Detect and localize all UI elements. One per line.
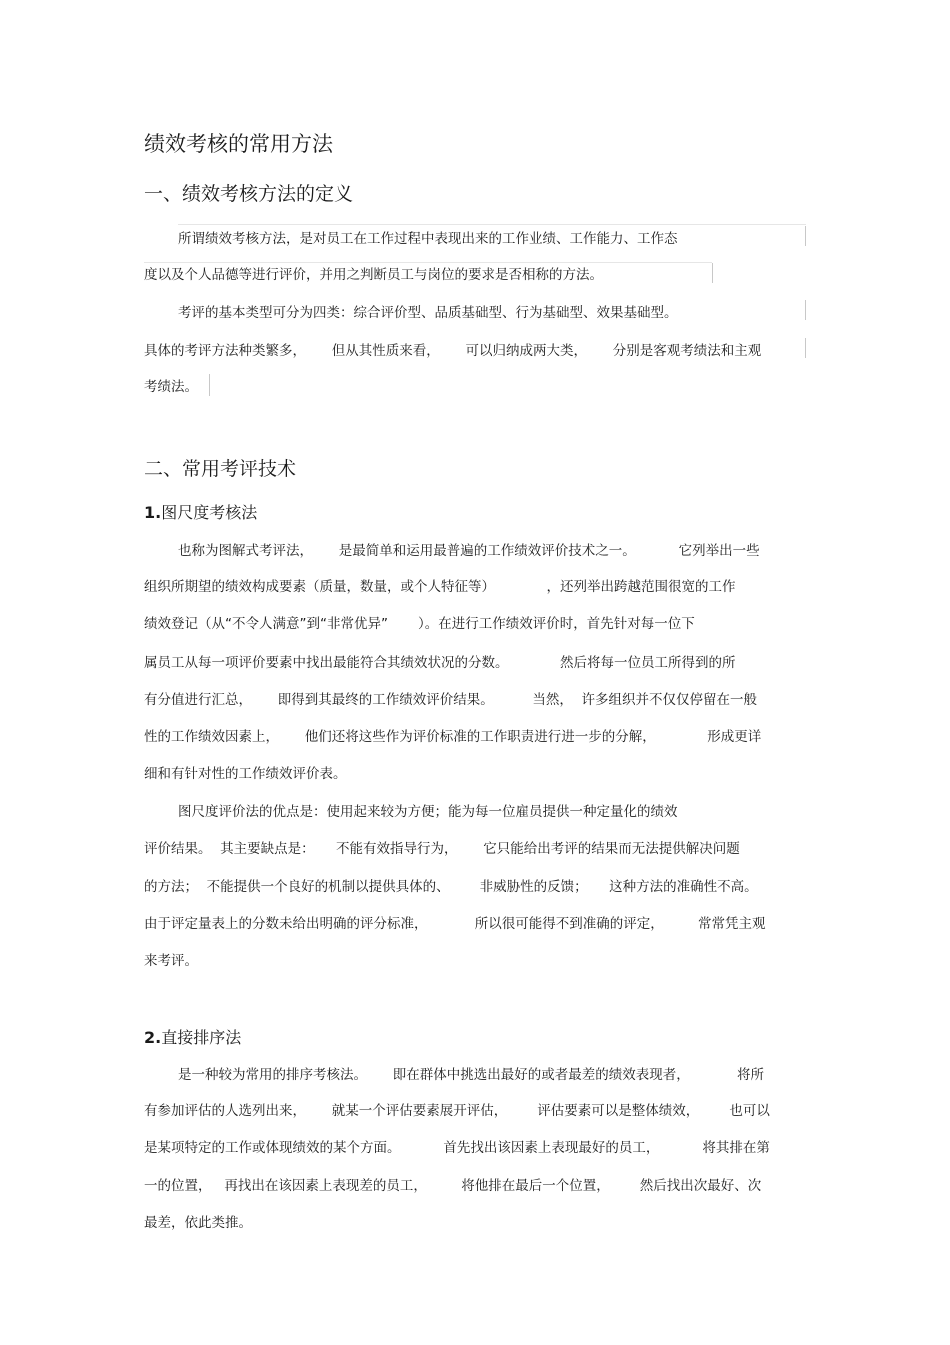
method-1-name: 图尺度考核法 xyxy=(161,503,258,522)
section-1-line-3: 考评的基本类型可分为四类：综合评价型、品质基础型、行为基础型、效果基础型。 xyxy=(178,305,678,321)
method-2-line-5: 最差，依此类推。 xyxy=(144,1215,252,1231)
method-1-line-8: 图尺度评价法的优点是：使用起来较为方便；能为每一位雇员提供一种定量化的绩效 xyxy=(178,804,678,820)
method-1-line-4: 属员工从每一项评价要素中找出最能符合其绩效状况的分数。 然后将每一位员工所得到的所 xyxy=(144,655,736,671)
method-2-line-4: 一的位置， 再找出在该因素上表现差的员工， 将他排在最后一个位置， 然后找出次最好、次 xyxy=(144,1178,762,1194)
text-box-edge xyxy=(209,374,210,396)
method-1-line-1: 也称为图解式考评法， 是最简单和运用最普遍的工作绩效评价技术之一。 它列举出一些 xyxy=(178,543,760,559)
section-1-line-1: 所谓绩效考核方法，是对员工在工作过程中表现出来的工作业绩、工作能力、工作态 xyxy=(178,231,678,247)
document-title: 绩效考核的常用方法 xyxy=(144,132,333,156)
method-2-number: 2. xyxy=(144,1028,162,1047)
section-1-heading: 一、绩效考核方法的定义 xyxy=(144,183,354,205)
method-2-name: 直接排序法 xyxy=(161,1028,242,1047)
method-1-line-11: 由于评定量表上的分数未给出明确的评分标准， 所以很可能得不到准确的评定， 常常凭主观 xyxy=(144,916,766,932)
method-1-line-2: 组织所期望的绩效构成要素（质量，数量，或个人特征等） ，还列举出跨越范围很宽的工作 xyxy=(144,579,736,595)
text-box-edge xyxy=(805,300,806,320)
text-box-edge xyxy=(805,338,806,358)
section-1-line-2: 度以及个人品德等进行评价，并用之判断员工与岗位的要求是否相称的方法。 xyxy=(144,267,603,283)
text-box-edge xyxy=(178,224,806,225)
method-1-number: 1. xyxy=(144,503,162,522)
method-2-line-2: 有参加评估的人选列出来， 就某一个评估要素展开评估， 评估要素可以是整体绩效， 也可以 xyxy=(144,1103,770,1119)
text-box-edge xyxy=(805,226,806,246)
section-1-line-4: 具体的考评方法种类繁多， 但从其性质来看， 可以归纳成两大类， 分别是客观考绩法和主观 xyxy=(144,343,762,359)
text-box-edge xyxy=(712,263,713,283)
method-1-line-3: 绩效登记（从“不令人满意”到“非常优异” ）。在进行工作绩效评价时，首先针对每一位下 xyxy=(144,616,695,632)
method-1-line-7: 细和有针对性的工作绩效评价表。 xyxy=(144,766,347,782)
text-box-edge xyxy=(144,262,712,263)
method-1-line-5: 有分值进行汇总， 即得到其最终的工作绩效评价结果。 当然， 许多组织并不仅仅停留在一般 xyxy=(144,692,757,708)
section-2-heading: 二、常用考评技术 xyxy=(144,458,297,480)
method-1-heading xyxy=(144,500,257,523)
method-1-line-12: 来考评。 xyxy=(144,953,198,969)
method-1-line-9: 评价结果。 其主要缺点是： 不能有效指导行为， 它只能给出考评的结果而无法提供解决问题 xyxy=(144,841,740,857)
method-1-line-10: 的方法； 不能提供一个良好的机制以提供具体的、 非威胁性的反馈； 这种方法的准确性不高。 xyxy=(144,879,758,895)
method-2-line-1: 是一种较为常用的排序考核法。 即在群体中挑选出最好的或者最差的绩效表现者， 将所 xyxy=(178,1067,764,1083)
section-1-line-5: 考绩法。 xyxy=(144,379,198,395)
method-1-line-6: 性的工作绩效因素上， 他们还将这些作为评价标准的工作职责进行进一步的分解， 形成更详 xyxy=(144,729,762,745)
method-2-heading xyxy=(144,1025,241,1048)
method-2-line-3: 是某项特定的工作或体现绩效的某个方面。 首先找出该因素上表现最好的员工， 将其排在第 xyxy=(144,1140,770,1156)
